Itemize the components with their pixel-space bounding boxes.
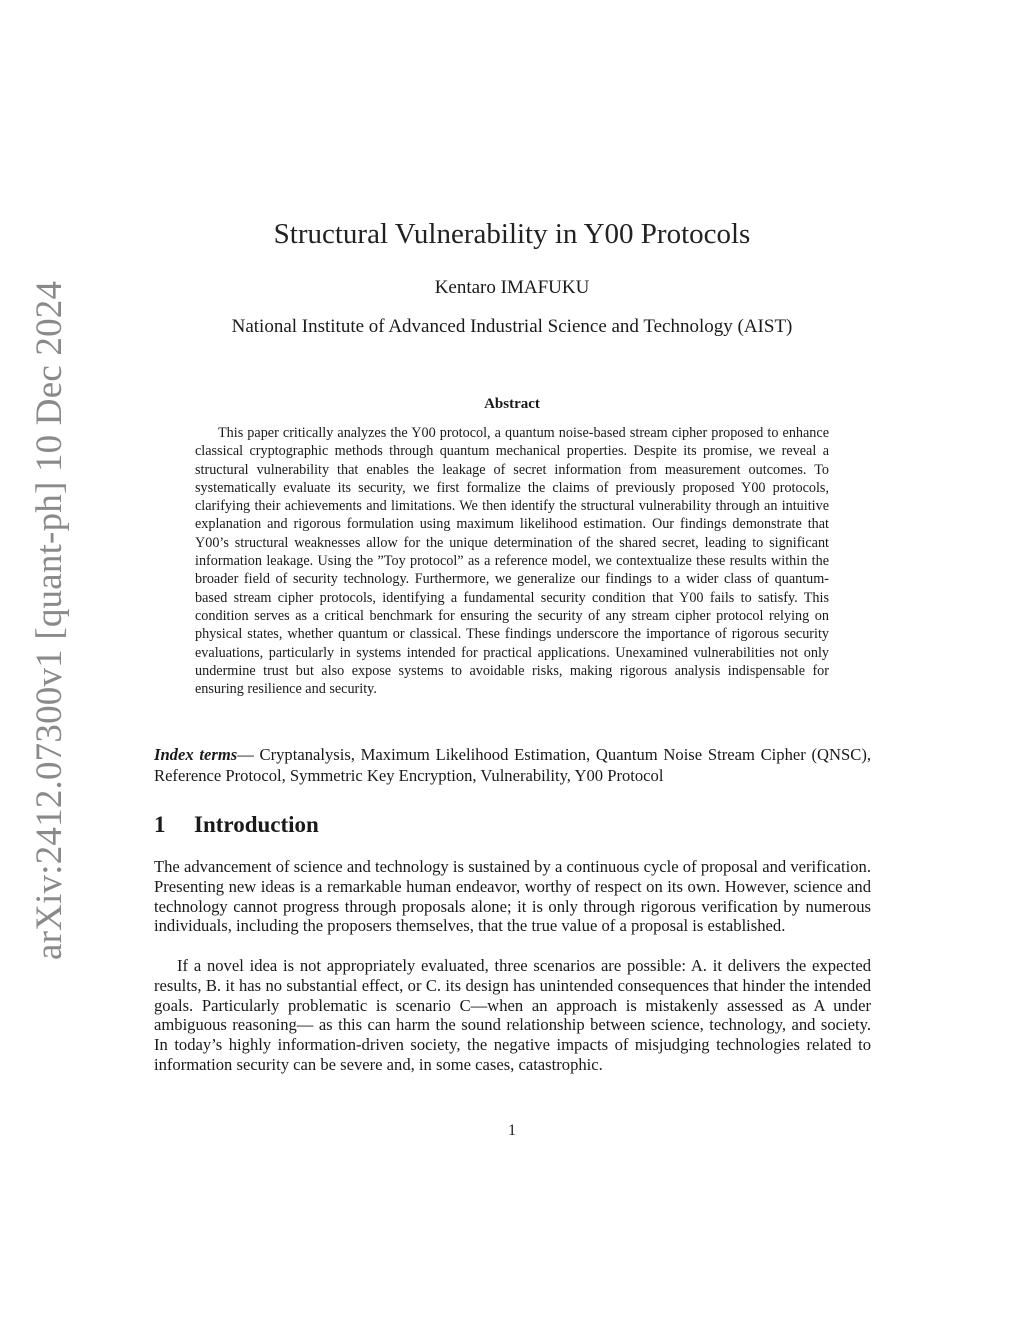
intro-paragraph-2: If a novel idea is not appropriately evaluated, three scenarios are possible: A. it delivers the expected results, B. it has no substantial effect, or C. its design has unintended consequences that hinder the intended goals. Particularly problematic is scenario C—when an approach is mistakenly assessed as A under ambiguous reasoning— as this can harm the sound relationship between science, technology, and society. In today’s highly information-driven society, the negative impacts of misjudging technologies related to information security can be severe and, in some cases, catastrophic. xyxy=(154,956,871,1074)
intro-paragraph-1: The advancement of science and technology is sustained by a continuous cycle of proposal and verification. Presenting new ideas is a remarkable human endeavor, worthy of respect on its own. However, science and technology cannot progress through proposals alone; it is only through rigorous verification by numerous individuals, including the proposers themselves, that the true value of a proposal is established. xyxy=(154,857,871,936)
index-terms xyxy=(154,744,871,786)
author-affiliation: National Institute of Advanced Industrial Science and Technology (AIST) xyxy=(231,316,793,337)
abstract-body: This paper critically analyzes the Y00 protocol, a quantum noise-based stream cipher proposed to enhance classical cryptographic methods through quantum mechanical properties. Despite its promise, we reveal a structural vulnerability that enables the leakage of secret information from measurement outcomes. To systematically evaluate its security, we first formalize the claims of previously proposed Y00 protocols, clarifying their achievements and limitations. We then identify the structural vulnerability through an intuitive explanation and rigorous formulation using maximum likelihood estimation. Our findings demonstrate that Y00’s structural weaknesses allow for the unique determination of the shared secret, leading to significant information leakage. Using the ”Toy protocol” as a reference model, we contextualize these results within the broader field of security technology. Furthermore, we generalize our findings to a wider class of quantum-based stream cipher protocols, identifying a fundamental security condition that Y00 fails to satisfy. This condition serves as a critical benchmark for ensuring the security of any stream cipher protocol relying on physical states, whether quantum or classical. These findings underscore the importance of rigorous security evaluations, particularly in systems intended for practical applications. Unexamined vulnerabilities not only undermine trust but also expose systems to avoidable risks, making rigorous analysis indispensable for ensuring resilience and security. xyxy=(195,425,829,698)
arxiv-identifier-stamp: arXiv:2412.07300v1 [quant-ph] 10 Dec 2024 xyxy=(29,280,70,960)
section-title: Introduction xyxy=(194,812,319,837)
index-terms-label: Index terms xyxy=(154,745,238,764)
paper-title: Structural Vulnerability in Y00 Protocols xyxy=(273,218,751,250)
abstract-heading: Abstract xyxy=(484,396,540,412)
section-heading xyxy=(154,812,319,838)
index-terms-list: Cryptanalysis, Maximum Likelihood Estimation, Quantum Noise Stream Cipher (QNSC), Reference Protocol, Symmetric Key Encryption, Vulnerability, Y00 Protocol xyxy=(154,745,871,785)
author-name: Kentaro IMAFUKU xyxy=(434,277,590,298)
index-terms-separator: — xyxy=(237,745,260,764)
section-number: 1 xyxy=(154,812,166,837)
page-number: 1 xyxy=(508,1122,516,1139)
